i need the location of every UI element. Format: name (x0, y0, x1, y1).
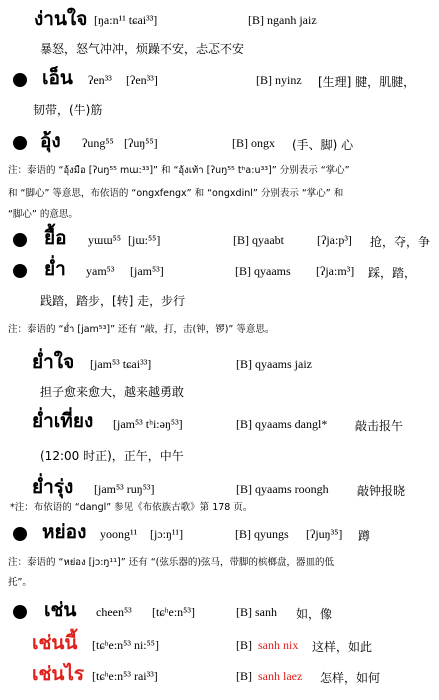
ipa: [tɕʰe:n⁵³ rai³³] (92, 669, 158, 683)
romanization: yoong¹¹ (100, 527, 138, 541)
meaning: 敲击报午 (355, 419, 404, 433)
bullet-icon (13, 605, 27, 619)
meaning: [生理] 腱，肌腱， (318, 75, 416, 89)
note-line: 注：泰语的 “อุ้งมือ [ʔuŋ⁵⁵ mɯ:³³]” 和 “อุ้งเท้า [ʔuŋ⁵⁵ tʰa:u³³]” 分别表示 “掌心” (8, 165, 350, 176)
note-line: 注：泰语的 “ย่ำ [jam⁵³]” 还有 “敲，打，击(钟，锣)” 等意思。 (8, 324, 275, 335)
buyi-word: [B] qyaams (235, 264, 291, 278)
ipa: [jɯ:⁵⁵] (128, 233, 161, 247)
headword: เช่นไร (32, 663, 85, 685)
meaning: 抢，夺，争 (370, 235, 431, 249)
buyi-word: sanh nix (258, 638, 299, 652)
headword: ย่ำ (44, 258, 66, 280)
ipa: [ʔuŋ⁵⁵] (124, 136, 158, 150)
buyi-word: [B] qyaams dangl* (236, 417, 328, 431)
ipa: [ʔen³³] (126, 73, 158, 87)
buyi-word: [B] qyaams roongh (236, 482, 329, 496)
buyi-word: [B] qyaabt (233, 233, 284, 247)
headword: ยื้อ (44, 227, 67, 249)
headword: ย่ำรุ่ง (32, 476, 74, 498)
bullet-icon (13, 73, 27, 87)
buyi-ipa: [ʔja:p³] (317, 233, 352, 247)
headword: หย่อง (42, 521, 87, 543)
meaning-continued: 韧带，(牛)筋 (33, 103, 103, 117)
meaning: 如，像 (296, 607, 333, 621)
meaning: 踩，踏， (368, 266, 417, 280)
ipa: [ŋa:n¹¹ tɕai³³] (94, 13, 158, 27)
meaning: 敲钟报晓 (357, 484, 406, 498)
bullet-icon (13, 264, 27, 278)
note-line: 托”。 (8, 577, 32, 588)
ipa: [jam⁵³ tʰi:əŋ⁵³] (113, 417, 183, 431)
headword: ง่านใจ (34, 8, 88, 30)
meaning: (手、脚) 心 (292, 138, 354, 152)
ipa: [jam⁵³ ruŋ⁵³] (94, 482, 155, 496)
buyi-word: [B] nyinz (256, 73, 302, 87)
headword: เอ็น (42, 67, 73, 89)
buyi-prefix: [B] (236, 669, 252, 683)
meaning: 怎样，如何 (320, 671, 381, 685)
romanization: cheen⁵³ (96, 605, 132, 619)
headword: ย่ำใจ (32, 351, 75, 373)
meaning: 这样，如此 (312, 640, 373, 654)
headword: อุ้ง (40, 130, 61, 152)
meaning-continued: (12:00 时正)，正午，中午 (40, 449, 184, 463)
buyi-word: [B] qyaams jaiz (236, 357, 312, 371)
meaning: 担子愈来愈大，越来越勇敢 (40, 385, 185, 399)
buyi-ipa: [ʔjuŋ³⁵] (306, 527, 343, 541)
buyi-word: [B] sanh (236, 605, 277, 619)
bullet-icon (13, 233, 27, 247)
note-line: 注：泰语的 “หย่อง [jɔ:ŋ¹¹]” 还有 “(弦乐器的)弦马，带脚的槟榔盘，器皿的低 (8, 557, 335, 568)
note-line: “脚心” 的意思。 (8, 209, 78, 220)
ipa: [tɕʰe:n⁵³ ni:⁵⁵] (92, 638, 159, 652)
buyi-word: [B] nganh jaiz (248, 13, 317, 27)
buyi-ipa: [ʔja:m³] (316, 264, 355, 278)
meaning: 蹲 (358, 529, 371, 543)
note-line: 和 “脚心” 等意思，布依语的 “ongxfengx” 和 “ongxdinl” 分别表示 “掌心” 和 (8, 188, 344, 199)
ipa: [tɕʰe:n⁵³] (152, 605, 195, 619)
buyi-prefix: [B] (236, 638, 252, 652)
meaning: 暴怒，怒气冲冲，烦躁不安，忐忑不安 (40, 42, 245, 56)
buyi-word: [B] ongx (232, 136, 275, 150)
ipa: [jɔ:ŋ¹¹] (150, 527, 184, 541)
bullet-icon (13, 136, 27, 150)
romanization: yɯɯ⁵⁵ (88, 233, 122, 247)
buyi-word: [B] qyungs (235, 527, 289, 541)
romanization: yam⁵³ (86, 264, 115, 278)
headword: เช่นนี้ (32, 632, 78, 654)
note-line: *注：布依语的 “dangl” 参见《布依族古歌》第 178 页。 (10, 502, 253, 513)
headword: เช่น (44, 599, 77, 621)
buyi-word: sanh laez (258, 669, 303, 683)
meaning-continued: 践踏，踏步，[转] 走，步行 (40, 294, 186, 308)
headword: ย่ำเที่ยง (32, 410, 94, 432)
ipa: [jam⁵³] (130, 264, 164, 278)
ipa: [jam⁵³ tɕai³³] (90, 357, 152, 371)
romanization: ʔung⁵⁵ (82, 136, 114, 150)
bullet-icon (13, 527, 27, 541)
romanization: ʔen³³ (88, 73, 112, 87)
